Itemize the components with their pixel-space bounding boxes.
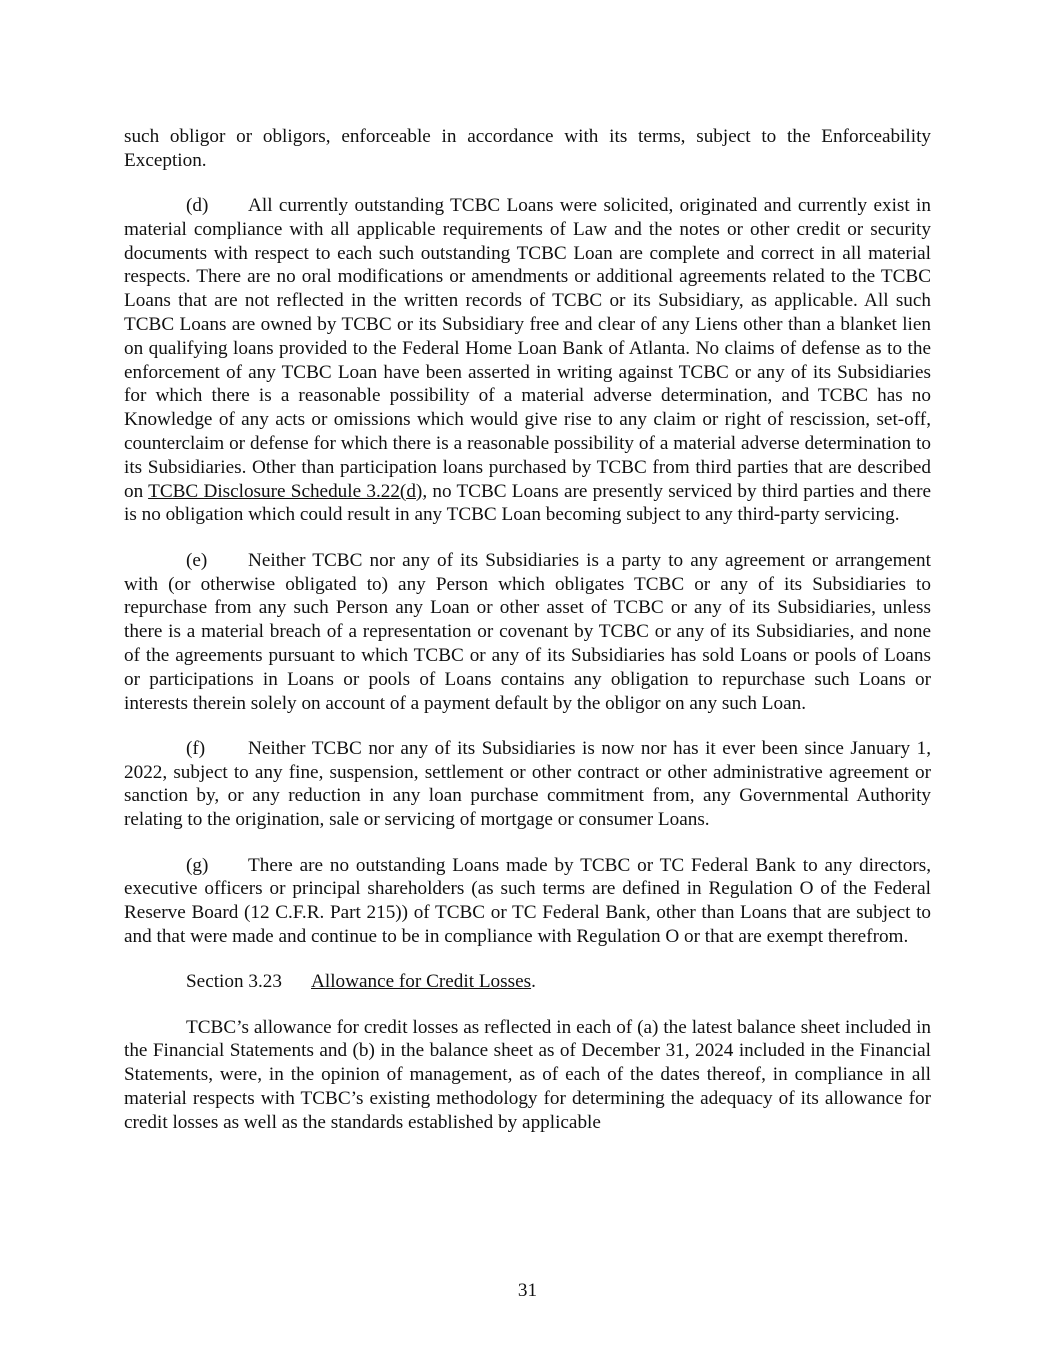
disclosure-schedule-reference: TCBC Disclosure Schedule 3.22(d) [148,480,423,502]
paragraph-d-label: (d) [186,195,209,217]
section-title: Allowance for Credit Losses [311,971,532,993]
section-title-period: . [531,971,536,993]
section-number: Section 3.23 [186,971,282,993]
paragraph-e [124,549,931,716]
continued-paragraph: such obligor or obligors, enforceable in accordance with its terms, subject to the Enforceability Exception. [124,126,931,171]
paragraph-e-text: Neither TCBC nor any of its Subsidiaries is a party to any agreement or arrangement with (or otherwise obligated to) any Person which obligates TCBC or any of its Subsidiaries to repurchase from any such Person any Loan or other asset of TCBC or any of its Subsidiaries, unless there is a material breach of a representation or covenant by TCBC or any of its Subsidiaries, and none of the agreements pursuant to which TCBC or any of its Subsidiaries has sold Loans or pools of Loans or participations in Loans or pools of Loans contains any obligation to repurchase such Loans or interests therein solely on account of a payment default by the obligor on any such Loan. [124,549,931,714]
paragraph-g-text: There are no outstanding Loans made by TCBC or TC Federal Bank to any directors, executive officers or principal shareholders (as such terms are defined in Regulation O of the Federal Reserve Board (12 C.F.R. Part 215)) of TCBC or TC Federal Bank, other than Loans that are subject to and that were made and continue to be in compliance with Regulation O or that are exempt therefrom. [124,854,931,947]
paragraph-e-label: (e) [186,549,208,571]
paragraph-f-label: (f) [186,737,206,759]
paragraph-g [124,854,931,949]
paragraph-f [124,737,931,832]
paragraph-d-text-end: , no TCBC Loans are presently serviced by third parties and there is no obligation which could result in any TCBC Loan becoming subject to any third-party servicing. [124,480,931,526]
paragraph-f-text: Neither TCBC nor any of its Subsidiaries is now nor has it ever been since January 1, 2022, subject to any fine, suspension, settlement or other contract or other administrative agreement or sanction by, or any reduction in any loan purchase commitment from, any Governmental Authority relating to the origination, sale or servicing of mortgage or consumer Loans. [124,737,931,831]
allowance-paragraph: TCBC’s allowance for credit losses as reflected in each of (a) the latest balance sheet included in the Financial Statements and (b) in the balance sheet as of December 31, 2024 included in the Financial Statements, were, in the opinion of management, as of each of the dates thereof, in compliance in all material respects with TCBC’s existing methodology for determining the adequacy of its allowance for credit losses as well as the standards established by applicable [124,1016,931,1133]
paragraph-g-label: (g) [186,854,209,876]
section-heading [124,970,931,994]
paragraph-d-text: All currently outstanding TCBC Loans were solicited, originated and currently exist in material compliance with all applicable requirements of Law and the notes or other credit or security documents with respect to each such outstanding TCBC Loan are complete and correct in all material respects. There are no oral modifications or amendments or additional agreements related to the TCBC Loans that are not reflected in the written records of TCBC or its Subsidiary, as applicable. All such TCBC Loans are owned by TCBC or its Subsidiary free and clear of any Liens other than a blanket lien on qualifying loans provided to the Federal Home Loan Bank of Atlanta. No claims of defense as to the enforcement of any TCBC Loan have been asserted in writing against TCBC or any of its Subsidiaries for which there is a reasonable possibility of a material adverse determination, and TCBC has no Knowledge of any acts or omissions which would give rise to any claim or right of rescission, set-off, counterclaim or defense for which there is a reasonable possibility of a material adverse determination to its Subsidiaries. Other than participation loans purchased by TCBC from third parties that are described on [124,195,931,502]
document-page [124,125,931,1156]
page-number: 31 [517,1280,538,1301]
paragraph-d [124,194,931,527]
